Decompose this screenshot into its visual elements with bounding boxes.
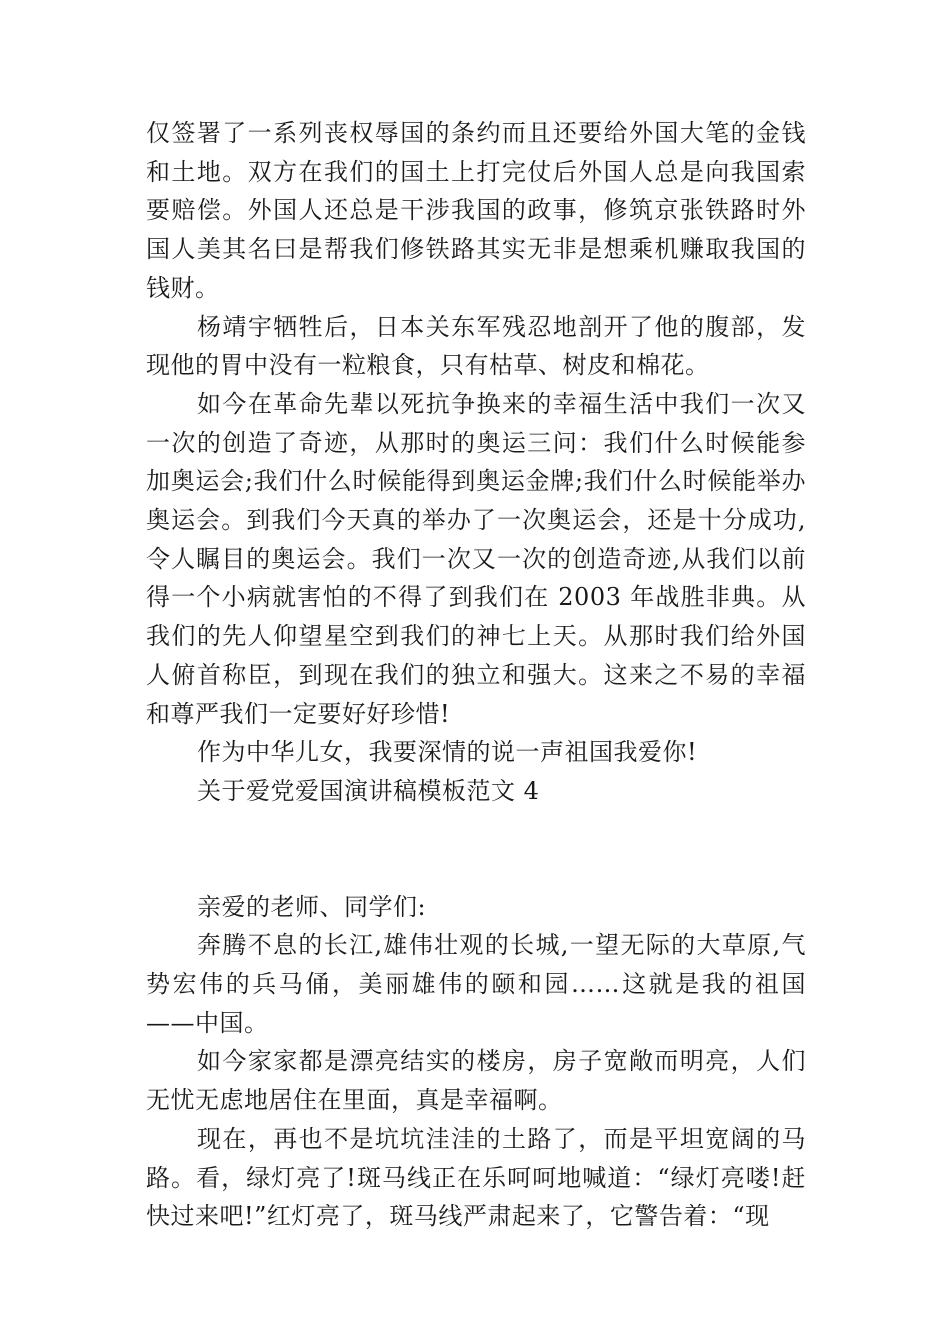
document-body (146, 114, 806, 1236)
paragraph-landmarks: 奔腾不息的长江,雄伟壮观的长城,一望无际的大草原,气势宏伟的兵马俑，美丽雄伟的颐和园……这就是我的祖国——中国。 (146, 931, 806, 1037)
paragraph-housing: 如今家家都是漂亮结实的楼房，房子宽敞而明亮，人们无忧无虑地居住在里面，真是幸福啊。 (146, 1047, 806, 1115)
section-heading: 关于爱党爱国演讲稿模板范文 4 (197, 776, 540, 805)
paragraph-greeting: 亲爱的老师、同学们: (197, 892, 427, 921)
paragraph-olympics: 如今在革命先辈以死抗争换来的幸福生活中我们一次又一次的创造了奇迹，从那时的奥运三问：我们什么时候能参加奥运会;我们什么时候能得到奥运金牌;我们什么时候能举办奥运会。到我们今天真的举办了一次奥运会，还是十分成功,令人瞩目的奥运会。我们一次又一次的创造奇迹,从我们以前得一个小病就害怕的不得了到我们在 2003 年战胜非典。从我们的先人仰望星空到我们的神七上天。从那时我们给外国人俯首称臣，到现在我们的独立和强大。这来之不易的幸福和尊严我们一定要好好珍惜! (146, 389, 806, 728)
paragraph-roads: 现在，再也不是坑坑洼洼的土路了，而是平坦宽阔的马路。看，绿灯亮了!斑马线正在乐呵呵地喊道：“绿灯亮喽!赶快过来吧!”红灯亮了，斑马线严肃起来了，它警告着：“现 (146, 1124, 806, 1231)
paragraph-love-motherland: 作为中华儿女，我要深情的说一声祖国我爱你! (197, 738, 698, 767)
paragraph-treaties: 仅签署了一系列丧权辱国的条约而且还要给外国大笔的金钱和土地。双方在我们的国土上打完仗后外国人总是向我国索要赔偿。外国人还总是干涉我国的政事，修筑京张铁路时外国人美其名曰是帮我们修铁路其实无非是想乘机赚取我国的钱财。 (146, 119, 806, 302)
paragraph-yang-jingyu: 杨靖宇牺牲后，日本关东军残忍地剖开了他的腹部，发现他的胃中没有一粒粮食，只有枯草、树皮和棉花。 (146, 312, 806, 380)
blank-spacer (146, 811, 806, 888)
